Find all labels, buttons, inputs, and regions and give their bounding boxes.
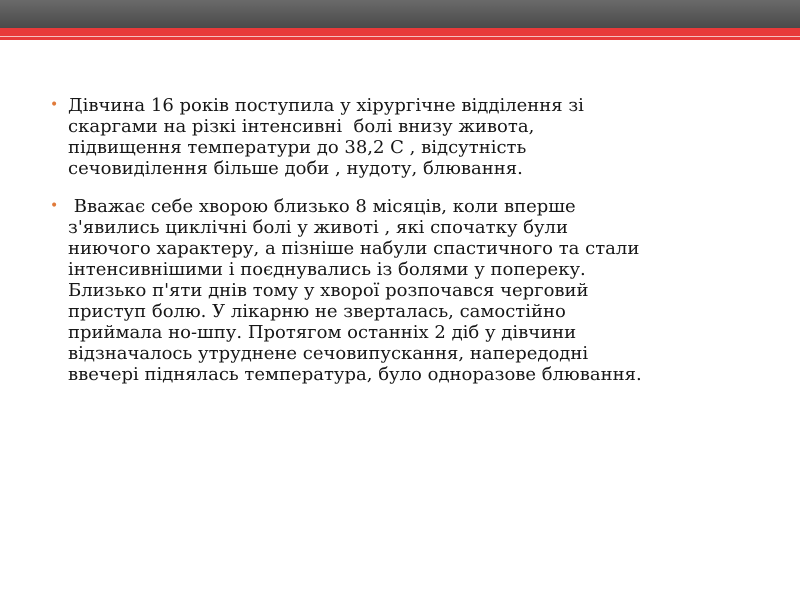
paragraph-line: приступ болю. У лікарню не зверталась, самостійно (68, 301, 566, 322)
bullet-paragraph-history (48, 196, 748, 385)
paragraph-line: ниючого характеру, а пізніше набули спастичного та стали (68, 238, 640, 259)
paragraph-line: інтенсивнішими і поєднувались із болями у попереку. (68, 259, 586, 280)
paragraph-line: скаргами на різкі інтенсивні болі внизу живота, (68, 116, 535, 137)
paragraph-line: Вважає себе хворою близько 8 місяців, коли вперше (68, 196, 576, 217)
paragraph-line: підвищення температури до 38,2 С , відсутність (68, 137, 527, 158)
paragraph-line: Близько п'яти днів тому у хворої розпочався черговий (68, 280, 589, 301)
bullet-icon: • (50, 97, 59, 113)
paragraph-line: сечовиділення більше доби , нудоту, блювання. (68, 158, 523, 179)
paragraph-line: приймала но-шпу. Протягом останніх 2 діб у дівчини (68, 322, 577, 343)
slide-top-bar (0, 0, 800, 28)
slide-accent-stripe (0, 36, 800, 37)
paragraph-line: ввечері піднялась температура, було одноразове блювання. (68, 364, 642, 385)
paragraph-line: відзначалось утруднене сечовипускання, напередодні (68, 343, 589, 364)
bullet-icon: • (50, 198, 59, 214)
slide-body (48, 95, 748, 402)
paragraph-line: Дівчина 16 років поступила у хірургічне відділення зі (68, 95, 584, 116)
paragraph-line: з'явились циклічні болі у животі , які спочатку були (68, 217, 568, 238)
slide-accent-band (0, 28, 800, 40)
bullet-paragraph-complaints (48, 95, 748, 179)
